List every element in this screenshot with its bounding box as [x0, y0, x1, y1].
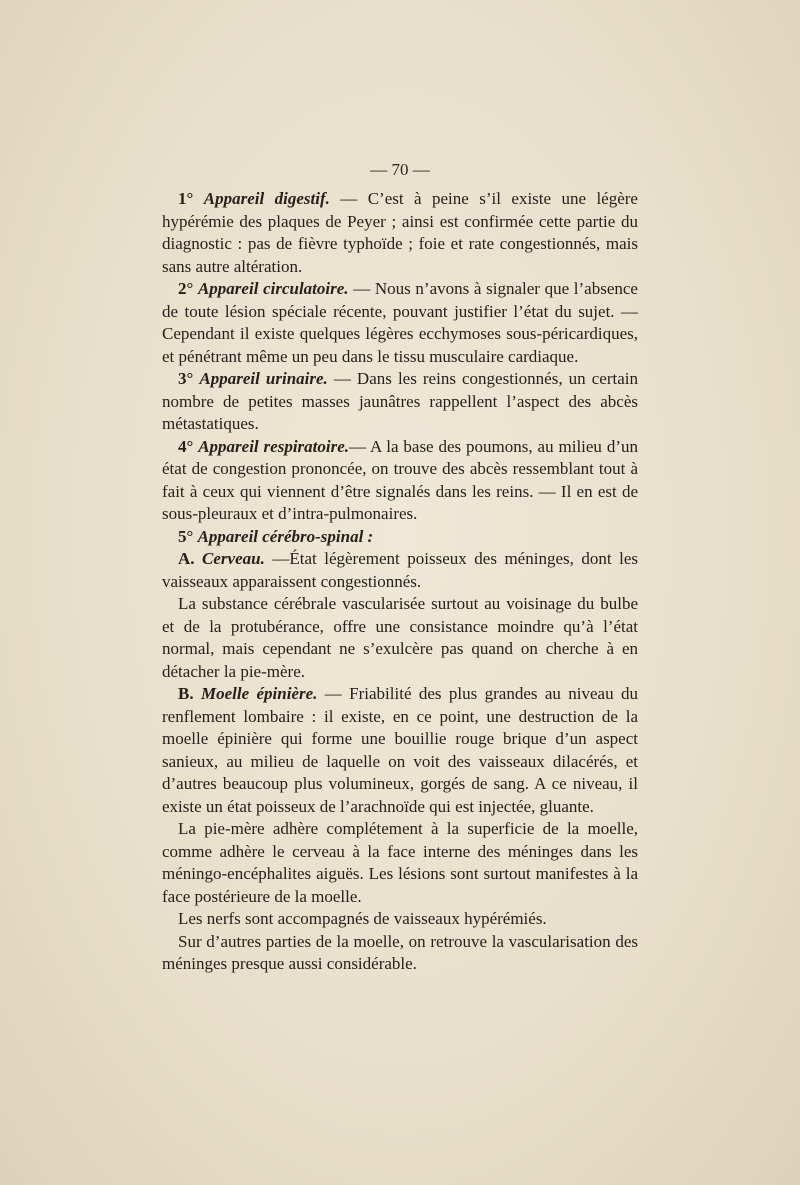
paragraph-text: Les nerfs sont accompagnés de vaisseaux hypérémiés.: [178, 909, 547, 928]
paragraph-autres-parties: [162, 931, 638, 976]
section-letter: A.: [178, 549, 203, 568]
paragraph-text: — C’est à peine s’il existe une légère hypérémie des plaques de Peyer ; ainsi est confirmée cette partie du diagnostic : pas de fièvre typhoïde ; foie et rate congestionnés, mais sans autre altération.: [162, 189, 638, 276]
section-number: 2°: [178, 279, 198, 298]
paragraph-appareil-respiratoire: [162, 436, 638, 526]
paragraph-text: La pie-mère adhère complétement à la superficie de la moelle, comme adhère le cerveau à la face interne des méninges dans les méningo-encéphalites aiguës. Les lésions sont surtout manifestes à la face postérieure de la moelle.: [162, 819, 638, 906]
paragraph-pie-mere: [162, 818, 638, 908]
paragraph-appareil-cerebro-spinal: [162, 526, 638, 549]
section-heading: Appareil cérébro-spinal :: [197, 526, 374, 546]
paragraph-appareil-digestif: [162, 188, 638, 278]
paragraph-cerveau: [162, 548, 638, 593]
page-number: — 70 —: [370, 160, 430, 179]
paragraph-appareil-circulatoire: [162, 278, 638, 368]
paragraph-text: — A la base des poumons, au milieu d’un état de congestion prononcée, on trouve des abcès ressemblant tout à fait à ceux qui viennent d’être signalés dans les reins. — Il en est de sous-pleuraux et d’intra-pulmonaires.: [162, 436, 638, 523]
paragraph-text: La substance cérébrale vascularisée surtout au voisinage du bulbe et de la protubérance, offre une consistance moindre qu’à l’état normal, mais cependant ne s’exulcère pas quand on cherche à en détacher la pie-mère.: [162, 594, 638, 681]
section-heading: Moelle épinière.: [200, 684, 318, 703]
paragraph-text: —État légèrement poisseux des méninges, dont les vaisseaux apparaissent congestionnés.: [162, 549, 638, 591]
section-letter: B.: [178, 684, 201, 703]
paragraph-appareil-urinaire: [162, 368, 638, 436]
section-heading: Appareil respiratoire.: [198, 436, 350, 456]
paragraph-nerfs: [162, 908, 638, 931]
section-heading: Cerveau.: [202, 549, 265, 568]
body-text: [162, 188, 638, 976]
section-number: 3°: [178, 369, 200, 388]
section-number: 4°: [178, 436, 199, 456]
section-heading: Appareil digestif.: [203, 189, 330, 208]
paragraph-text: — Friabilité des plus grandes au niveau du renflement lombaire : il existe, en ce point, une destruction de la moelle épinière qui forme une bouillie rouge brique d’un aspect sanieux, au milieu de laquelle on voit des vaisseaux dilacérés, et d’autres beaucoup plus volumineux, gorgés de sang. A ce niveau, il existe un état poisseux de l’arachnoïde qui est injectée, gluante.: [162, 684, 638, 816]
section-heading: Appareil urinaire.: [199, 369, 328, 388]
paragraph-moelle-epiniere: [162, 683, 638, 818]
section-heading: Appareil circulatoire.: [197, 279, 349, 298]
paragraph-substance-cerebrale: [162, 593, 638, 683]
paragraph-text: — Nous n’avons à signaler que l’absence de toute lésion spéciale récente, pouvant justifier l’état du sujet. — Cependant il existe quelques légères ecchymoses sous-péricardiques, et pénétrant même un peu dans le tissu musculaire cardiaque.: [162, 279, 638, 366]
section-number: 5°: [178, 526, 198, 546]
section-number: 1°: [178, 189, 204, 208]
paragraph-text: Sur d’autres parties de la moelle, on retrouve la vascularisation des méninges presque aussi considérable.: [162, 931, 638, 973]
paragraph-text: — Dans les reins congestionnés, un certain nombre de petites masses jaunâtres rappellent l’aspect des abcès métastatiques.: [162, 369, 638, 433]
